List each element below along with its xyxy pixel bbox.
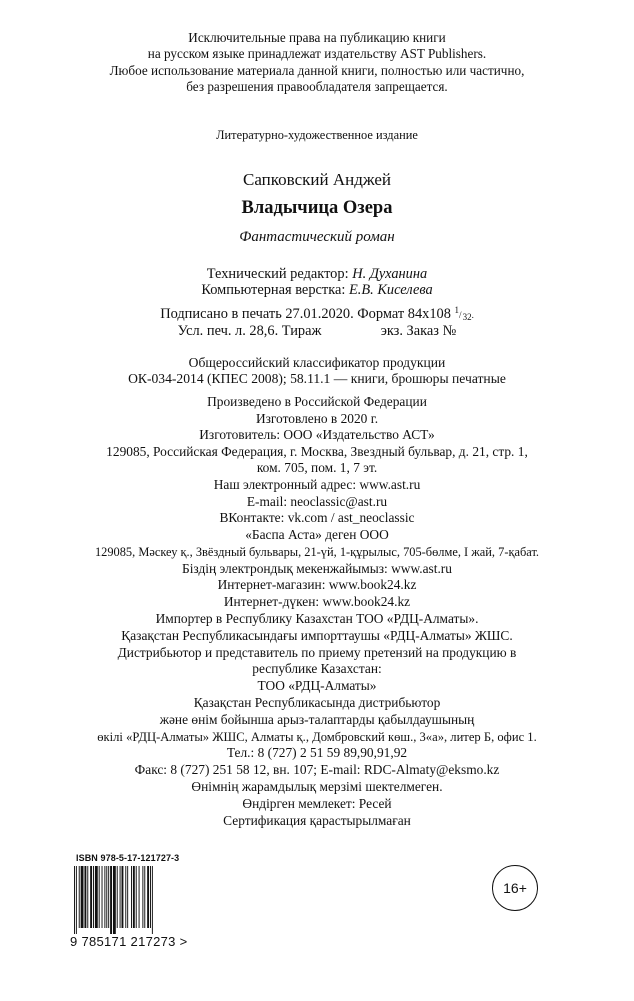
tech-editor-label: Технический редактор: [206, 266, 349, 282]
layout-editor-label: Компьютерная верстка: [201, 282, 346, 298]
barcode-bar [102, 866, 103, 928]
edition-type: Литературно-художественное издание [216, 128, 418, 142]
kz-line: Қазақстан Республикасында дистрибьютор [193, 694, 441, 710]
format-fraction: 1/32. [454, 305, 474, 322]
barcode-bar [139, 866, 140, 928]
barcode-bar [93, 866, 94, 928]
format-denominator: 32 [462, 312, 472, 322]
rights-notice [0, 30, 634, 96]
barcode-bar [110, 866, 112, 934]
barcode-bar [127, 866, 128, 928]
barcode-bar [133, 866, 135, 928]
rights-line: Исключительные права на публикацию книги [188, 30, 446, 45]
barcode-bar [87, 866, 88, 928]
kz-line: Өндірген мемлекет: Ресей [242, 795, 392, 811]
kz-line: Импортер в Республику Казахстан ТОО «РДЦ-Алматы». [155, 610, 479, 626]
print-signed-line [0, 306, 634, 323]
barcode-bar [81, 866, 84, 928]
kz-line: Факс: 8 (727) 251 58 12, вн. 107; E-mail: RDC-Almaty@eksmo.kz [134, 762, 500, 778]
format-numerator: 1 [454, 305, 460, 315]
kz-line: ТОО «РДЦ-Алматы» [257, 678, 377, 694]
isbn-label: ISBN 978-5-17-121727-3 [76, 853, 180, 863]
kz-line: Қазақстан Республикасындағы импорттаушы «РДЦ-Алматы» ЖШС. [121, 627, 513, 643]
publisher-line: Произведено в Российской Федерации [207, 394, 427, 409]
kz-line: өкілі «РДЦ-Алматы» ЖШС, Алматы қ., Домбровский көш., 3«а», литер Б, офис 1. [97, 729, 537, 744]
barcode-bar [150, 866, 151, 928]
kz-line: Тел.: 8 (727) 2 51 59 89,90,91,92 [226, 745, 408, 761]
book-genre: Фантастический роман [239, 229, 395, 245]
kz-line: 129085, Мәскеу қ., Звёздный бульвары, 21-үй, 1-құрылыс, 705-бөлме, I жай, 7-қабат. [94, 544, 540, 559]
tech-editor-name: Н. Духанина [352, 266, 428, 282]
classifier-line: ОК-034-2014 (КПЕС 2008); 58.11.1 — книги, брошюры печатные [128, 371, 506, 387]
rights-line: на русском языке принадлежат издательству AST Publishers. [147, 46, 487, 62]
rights-line: без разрешения правообладателя запрещается. [186, 79, 448, 95]
publisher-line: Наш электронный адрес: www.ast.ru [213, 476, 421, 492]
barcode-bar [142, 866, 143, 928]
classifier-line: Общероссийский классификатор продукции [188, 355, 446, 370]
kz-line: Өнімнің жарамдылық мерзімі шектелмеген. [191, 778, 443, 794]
kz-line: Интернет-дүкен: www.book24.kz [223, 594, 411, 610]
publisher-line: Изготовлено в 2020 г. [255, 410, 379, 426]
barcode-bar [120, 866, 121, 928]
barcode-digits: 9 785171 217273 > [70, 934, 188, 949]
barcode-bar [74, 866, 75, 934]
author-name: Сапковский Анджей [242, 170, 392, 189]
barcode-bar [90, 866, 92, 928]
publisher-line: ком. 705, пом. 1, 7 эт. [256, 460, 378, 476]
kz-line: Дистрибьютор и представитель по приему претензий на продукцию в [117, 644, 517, 660]
barcode-bar [79, 866, 80, 928]
book-title: Владычица Озера [241, 198, 393, 218]
print-order: экз. Заказ № [380, 323, 457, 339]
barcode-bar [125, 866, 126, 928]
kz-line: республике Казахстан: [252, 661, 382, 677]
barcode-bar [122, 866, 124, 928]
barcode-bar [117, 866, 118, 928]
barcode-bar [76, 866, 77, 934]
barcode-bar [113, 866, 116, 934]
barcode-bar [95, 866, 98, 928]
rights-line: Любое использование материала данной книги, полностью или частично, [109, 62, 525, 78]
barcode-icon [72, 866, 186, 934]
print-signed: Подписано в печать 27.01.2020. Формат 84х108 [160, 306, 451, 322]
kazakhstan-info [0, 527, 634, 829]
barcode-bar [108, 866, 109, 928]
barcode-bar [106, 866, 107, 928]
format-end: . [471, 310, 474, 320]
barcode-bar [152, 866, 153, 934]
kz-line: «Баспа Аста» деген ООО [245, 527, 389, 542]
publisher-line: Изготовитель: ООО «Издательство АСТ» [199, 427, 435, 443]
publisher-info [0, 394, 634, 527]
publisher-line: ВКонтакте: vk.com / ast_neoclassic [219, 510, 415, 526]
publisher-line: E-mail: neoclassic@ast.ru [246, 493, 388, 509]
barcode-bar [136, 866, 137, 928]
barcode-bar [147, 866, 149, 928]
print-sheets-line [0, 323, 634, 339]
editors-credits [0, 266, 634, 298]
layout-editor-name: Е.В. Киселева [348, 282, 433, 298]
kz-line: Біздің электрондық мекенжайымыз: www.ast.ru [182, 560, 452, 576]
publisher-line: 129085, Российская Федерация, г. Москва, Звездный бульвар, д. 21, стр. 1, [106, 443, 528, 459]
product-classifier [0, 355, 634, 388]
print-info [0, 306, 634, 339]
age-rating-badge: 16+ [492, 865, 538, 911]
barcode-bar [131, 866, 132, 928]
kz-line: және өнім бойынша арыз-талаптарды қабылдаушының [159, 711, 475, 727]
tech-editor-line [0, 266, 634, 282]
print-sheets: Усл. печ. л. 28,6. Тираж [177, 323, 322, 339]
kz-line: Сертификация қарастырылмаған [223, 812, 411, 828]
barcode-bar [84, 866, 86, 928]
barcode-bar [104, 866, 105, 928]
barcode-bar [144, 866, 145, 928]
kz-line: Интернет-магазин: www.book24.kz [217, 577, 417, 593]
barcode-bar [99, 866, 100, 928]
layout-editor-line [0, 282, 634, 298]
